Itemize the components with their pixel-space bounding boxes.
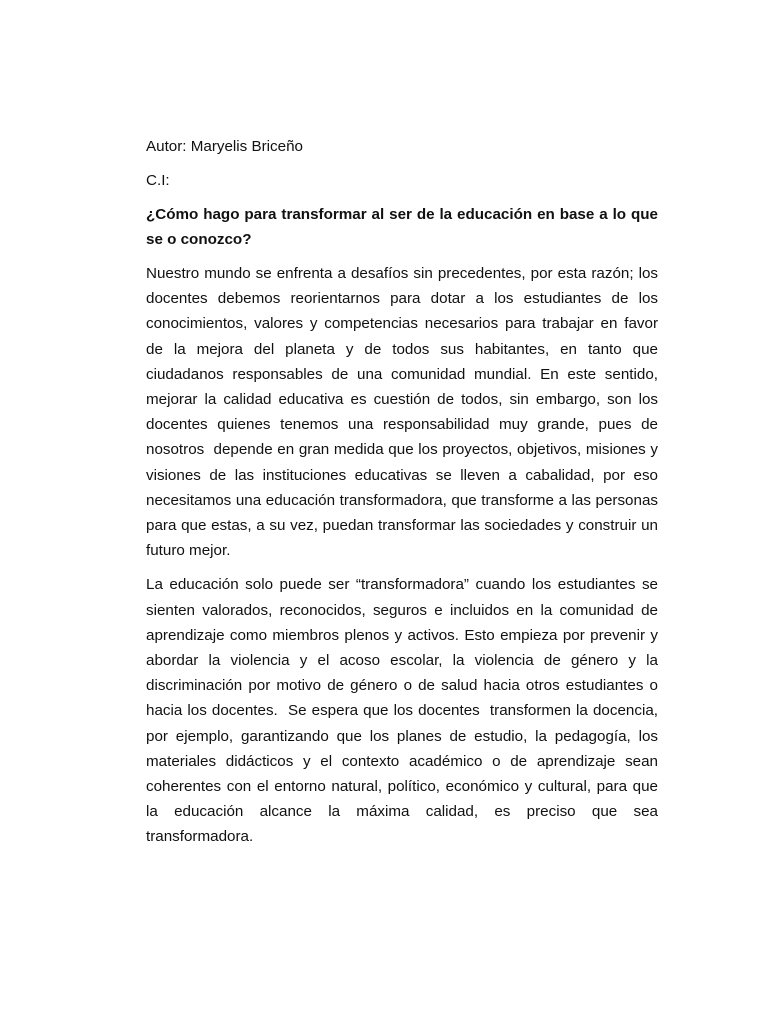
paragraph-2: La educación solo puede ser “transformadora” cuando los estudiantes se sienten valorados, reconocidos, seguros e incluidos en la comunidad de aprendizaje como miembros plenos y activos. Esto empieza por prevenir y abordar la violencia y el acoso escolar, la violencia de género y la discriminación por motivo de género o de salud hacia otros estudiantes o hacia los docentes. Se espera que los docentes transformen la docencia, por ejemplo, garantizando que los planes de estudio, la pedagogía, los materiales didácticos y el contexto académico o de aprendizaje sean coherentes con el entorno natural, político, económico y cultural, para que la educación alcance la máxima calidad, es preciso que sea transformadora.: [146, 576, 663, 846]
author-line: Autor: Maryelis Briceño: [146, 138, 303, 155]
document-body: [146, 134, 663, 859]
question-heading: ¿Cómo hago para transformar al ser de la educación en base a lo que se o conozco?: [146, 206, 658, 248]
paragraph-1: Nuestro mundo se enfrenta a desafíos sin precedentes, por esta razón; los docentes debemos reorientarnos para dotar a los estudiantes de los conocimientos, valores y competencias necesarios para trabajar en favor de la mejora del planeta y de todos sus habitantes, en tanto que ciudadanos responsables de una comunidad mundial. En este sentido, mejorar la calidad educativa es cuestión de todos, sin embargo, son los docentes quienes tenemos una responsabilidad muy grande, pues de nosotros depende en gran medida que los proyectos, objetivos, misiones y visiones de las instituciones educativas se lleven a cabalidad, por eso necesitamos una educación transformadora, que transforme a las personas para que estas, a su vez, puedan transformar las sociedades y construir un futuro mejor.: [146, 265, 663, 560]
id-line: C.I:: [146, 172, 170, 189]
